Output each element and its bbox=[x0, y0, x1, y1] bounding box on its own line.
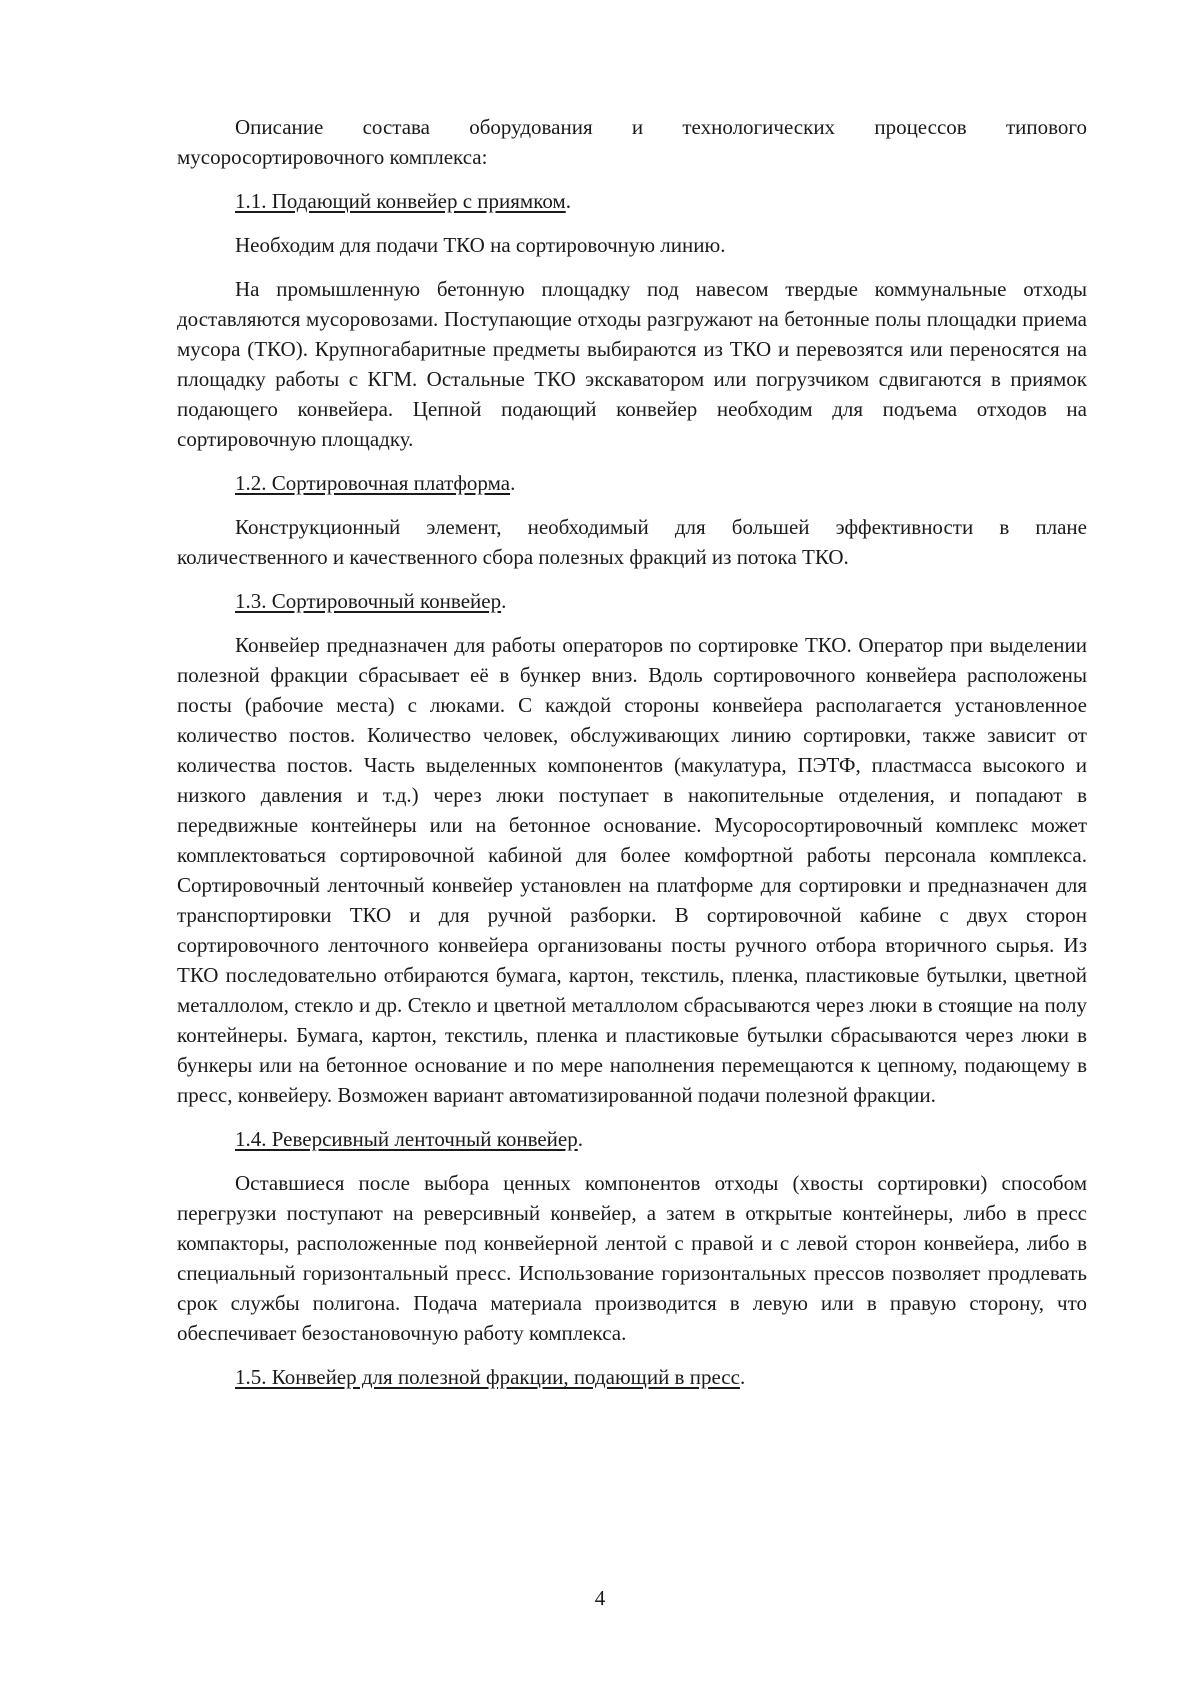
section-heading-1-1: 1.1. Подающий конвейер с приямком. bbox=[235, 189, 571, 213]
section-heading-1-2-text: 1.2. Сортировочная платформа bbox=[235, 471, 511, 495]
section-heading-1-2: 1.2. Сортировочная платформа. bbox=[235, 471, 516, 495]
section-heading-1-1-text: 1.1. Подающий конвейер с приямком bbox=[235, 189, 566, 213]
section-heading-1-4: 1.4. Реверсивный ленточный конвейер. bbox=[235, 1127, 583, 1151]
page-number: 4 bbox=[594, 1586, 606, 1610]
section-heading-1-5-text: 1.5. Конвейер для полезной фракции, подающий в пресс bbox=[235, 1365, 740, 1389]
section-heading-1-5: 1.5. Конвейер для полезной фракции, подающий в пресс. bbox=[235, 1365, 746, 1389]
section-heading-1-4-text: 1.4. Реверсивный ленточный конвейер bbox=[235, 1127, 578, 1151]
document-page bbox=[177, 112, 1087, 1406]
section-heading-1-3-text: 1.3. Сортировочный конвейер bbox=[235, 589, 502, 613]
intro-paragraph: Описание состава оборудования и технологических процессов типового мусоросортировочного комплекса: bbox=[177, 115, 1087, 169]
section-1-1-paragraph-2: На промышленную бетонную площадку под навесом твердые коммунальные отходы доставляются мусоровозами. Поступающие отходы разгружают на бетонные полы площадки приема мусора (ТКО). Крупногабаритные предметы выбираются из ТКО и перевозятся или переносятся на площадку работы с КГМ. Остальные ТКО экскаватором или погрузчиком сдвигаются в приямок подающего конвейера. Цепной подающий конвейер необходим для подъема отходов на сортировочную площадку. bbox=[177, 277, 1087, 451]
section-1-1-paragraph-1: Необходим для подачи ТКО на сортировочную линию. bbox=[235, 233, 726, 257]
section-heading-1-3: 1.3. Сортировочный конвейер. bbox=[235, 589, 507, 613]
section-1-3-paragraph-1: Конвейер предназначен для работы операторов по сортировке ТКО. Оператор при выделении полезной фракции сбрасывает её в бункер вниз. Вдоль сортировочного конвейера расположены посты (рабочие места) с люками. С каждой стороны конвейера располагается установленное количество постов. Количество человек, обслуживающих линию сортировки, также зависит от количества постов. Часть выделенных компонентов (макулатура, ПЭТФ, пластмасса высокого и низкого давления и т.д.) через люки поступает в накопительные отделения, и попадают в передвижные контейнеры или на бетонное основание. Мусоросортировочный комплекс может комплектоваться сортировочной кабиной для более комфортной работы персонала комплекса. Сортировочный ленточный конвейер установлен на платформе для сортировки и предназначен для транспортировки ТКО и для ручной разборки. В сортировочной кабине с двух сторон сортировочного ленточного конвейера организованы посты ручного отбора вторичного сырья. Из ТКО последовательно отбираются бумага, картон, текстиль, пленка, пластиковые бутылки, цветной металлолом, стекло и др. Стекло и цветной металлолом сбрасываются через люки в стоящие на полу контейнеры. Бумага, картон, текстиль, пленка и пластиковые бутылки сбрасываются через люки в бункеры или на бетонное основание и по мере наполнения перемещаются к цепному, подающему в пресс, конвейеру. Возможен вариант автоматизированной подачи полезной фракции. bbox=[177, 633, 1087, 1107]
section-1-2-paragraph-1: Конструкционный элемент, необходимый для большей эффективности в плане количественного и качественного сбора полезных фракций из потока ТКО. bbox=[177, 515, 1087, 569]
section-1-4-paragraph-1: Оставшиеся после выбора ценных компонентов отходы (хвосты сортировки) способом перегрузки поступают на реверсивный конвейер, а затем в открытые контейнеры, либо в пресс компакторы, расположенные под конвейерной лентой с правой и с левой сторон конвейера, либо в специальный горизонтальный пресс. Использование горизонтальных прессов позволяет продлевать срок службы полигона. Подача материала производится в левую или в правую сторону, что обеспечивает безостановочную работу комплекса. bbox=[177, 1171, 1087, 1345]
